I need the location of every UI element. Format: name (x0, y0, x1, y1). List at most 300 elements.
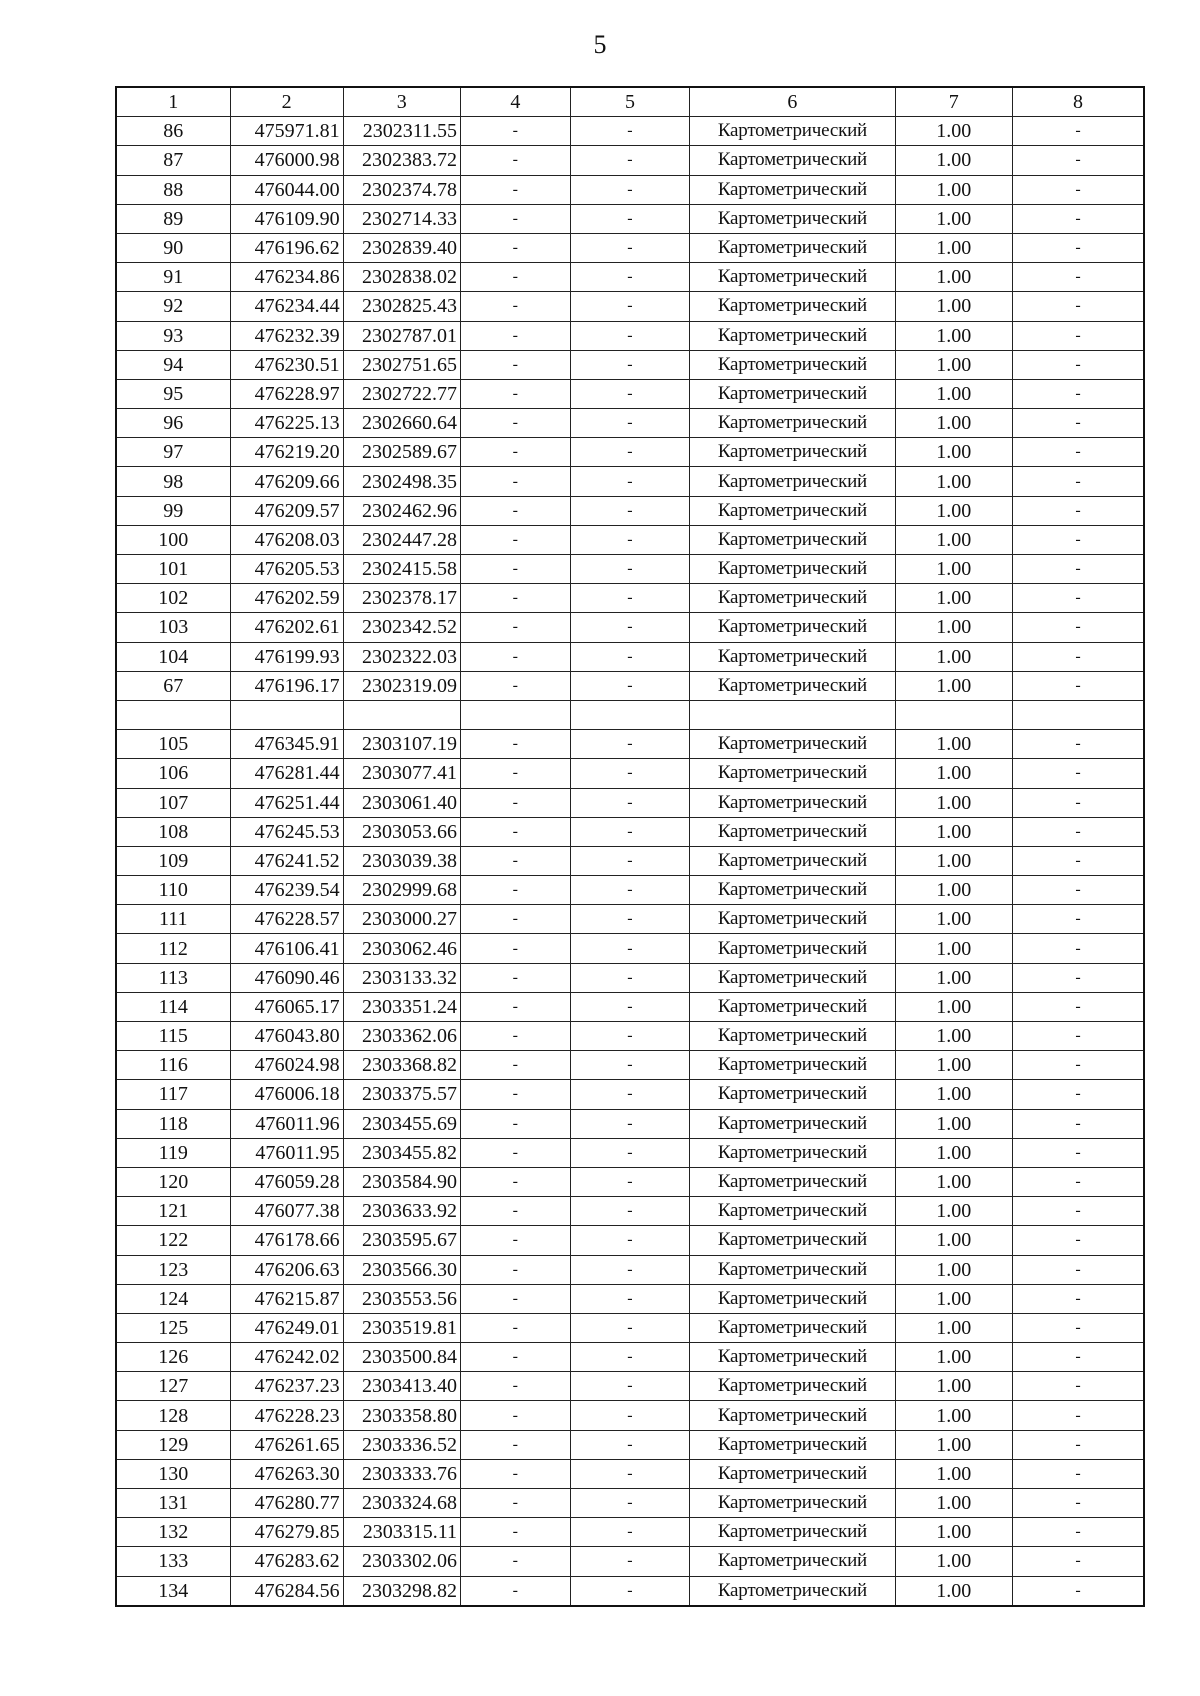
column-5-cell: - (570, 1051, 690, 1080)
accuracy-cell: 1.00 (895, 1022, 1012, 1051)
x-coordinate-cell: 476077.38 (230, 1197, 343, 1226)
x-coordinate-cell: 476196.62 (230, 233, 343, 262)
column-8-cell: - (1012, 1226, 1144, 1255)
table-body (116, 87, 1144, 1606)
column-4-cell: - (460, 905, 570, 934)
x-coordinate-cell: 476208.03 (230, 525, 343, 554)
column-4-cell: - (460, 1547, 570, 1576)
x-coordinate-cell: 476196.17 (230, 671, 343, 700)
column-8-cell (1012, 700, 1144, 729)
method-cell: Картометрический (690, 1313, 895, 1342)
column-4-cell: - (460, 117, 570, 146)
accuracy-cell: 1.00 (895, 525, 1012, 554)
column-5-cell: - (570, 117, 690, 146)
y-coordinate-cell: 2302378.17 (343, 584, 460, 613)
table-row (116, 1109, 1144, 1138)
column-5-cell: - (570, 233, 690, 262)
table-row (116, 1080, 1144, 1109)
column-5-cell: - (570, 846, 690, 875)
point-number-cell: 122 (116, 1226, 230, 1255)
y-coordinate-cell: 2303302.06 (343, 1547, 460, 1576)
accuracy-cell: 1.00 (895, 846, 1012, 875)
y-coordinate-cell: 2303324.68 (343, 1489, 460, 1518)
column-5-cell: - (570, 379, 690, 408)
column-4-cell: - (460, 876, 570, 905)
y-coordinate-cell: 2303298.82 (343, 1576, 460, 1606)
point-number-cell: 105 (116, 730, 230, 759)
accuracy-cell: 1.00 (895, 1459, 1012, 1488)
coordinates-table (115, 86, 1145, 1607)
y-coordinate-cell: 2303368.82 (343, 1051, 460, 1080)
point-number-cell: 116 (116, 1051, 230, 1080)
method-cell: Картометрический (690, 876, 895, 905)
accuracy-cell: 1.00 (895, 409, 1012, 438)
column-8-cell: - (1012, 992, 1144, 1021)
column-8-cell: - (1012, 1284, 1144, 1313)
method-cell: Картометрический (690, 204, 895, 233)
point-number-cell: 114 (116, 992, 230, 1021)
point-number-cell: 113 (116, 963, 230, 992)
point-number-cell: 104 (116, 642, 230, 671)
column-4-cell: - (460, 963, 570, 992)
column-5-cell: - (570, 1401, 690, 1430)
accuracy-cell: 1.00 (895, 671, 1012, 700)
method-cell: Картометрический (690, 1255, 895, 1284)
point-number-cell: 111 (116, 905, 230, 934)
y-coordinate-cell: 2302751.65 (343, 350, 460, 379)
column-5-cell: - (570, 1430, 690, 1459)
method-cell: Картометрический (690, 409, 895, 438)
column-8-cell: - (1012, 233, 1144, 262)
point-number-cell: 102 (116, 584, 230, 613)
method-cell: Картометрический (690, 379, 895, 408)
column-8-cell: - (1012, 292, 1144, 321)
accuracy-cell: 1.00 (895, 876, 1012, 905)
method-cell: Картометрический (690, 905, 895, 934)
column-8-cell: - (1012, 379, 1144, 408)
x-coordinate-cell: 476225.13 (230, 409, 343, 438)
table-row (116, 1197, 1144, 1226)
point-number-cell: 133 (116, 1547, 230, 1576)
table-row (116, 1343, 1144, 1372)
y-coordinate-cell: 2303519.81 (343, 1313, 460, 1342)
table-row (116, 963, 1144, 992)
x-coordinate-cell: 476006.18 (230, 1080, 343, 1109)
table-row (116, 496, 1144, 525)
column-5-cell: - (570, 409, 690, 438)
point-number-cell: 126 (116, 1343, 230, 1372)
column-5-cell: - (570, 934, 690, 963)
method-cell: Картометрический (690, 846, 895, 875)
column-8-cell: - (1012, 1401, 1144, 1430)
point-number-cell: 101 (116, 555, 230, 584)
column-8-cell: - (1012, 1051, 1144, 1080)
column-header: 2 (230, 87, 343, 117)
column-header: 5 (570, 87, 690, 117)
column-4-cell (460, 700, 570, 729)
y-coordinate-cell: 2303500.84 (343, 1343, 460, 1372)
column-8-cell: - (1012, 117, 1144, 146)
table-row (116, 525, 1144, 554)
column-5-cell: - (570, 263, 690, 292)
table-row (116, 438, 1144, 467)
y-coordinate-cell: 2302839.40 (343, 233, 460, 262)
column-4-cell: - (460, 1313, 570, 1342)
accuracy-cell: 1.00 (895, 379, 1012, 408)
column-4-cell: - (460, 1022, 570, 1051)
y-coordinate-cell: 2303413.40 (343, 1372, 460, 1401)
table-row (116, 1284, 1144, 1313)
y-coordinate-cell (343, 700, 460, 729)
column-4-cell: - (460, 730, 570, 759)
y-coordinate-cell: 2302660.64 (343, 409, 460, 438)
table-row (116, 642, 1144, 671)
x-coordinate-cell: 476237.23 (230, 1372, 343, 1401)
column-4-cell: - (460, 1459, 570, 1488)
accuracy-cell: 1.00 (895, 584, 1012, 613)
column-4-cell: - (460, 263, 570, 292)
point-number-cell: 115 (116, 1022, 230, 1051)
column-4-cell: - (460, 175, 570, 204)
method-cell: Картометрический (690, 992, 895, 1021)
method-cell: Картометрический (690, 1051, 895, 1080)
table-row (116, 146, 1144, 175)
x-coordinate-cell: 476059.28 (230, 1167, 343, 1196)
method-cell: Картометрический (690, 1226, 895, 1255)
accuracy-cell: 1.00 (895, 963, 1012, 992)
y-coordinate-cell: 2302447.28 (343, 525, 460, 554)
column-4-cell: - (460, 409, 570, 438)
column-5-cell: - (570, 146, 690, 175)
column-4-cell: - (460, 1197, 570, 1226)
column-4-cell: - (460, 292, 570, 321)
column-4-cell: - (460, 350, 570, 379)
column-4-cell: - (460, 1255, 570, 1284)
column-header: 7 (895, 87, 1012, 117)
method-cell: Картометрический (690, 584, 895, 613)
x-coordinate-cell: 476209.57 (230, 496, 343, 525)
column-4-cell: - (460, 1518, 570, 1547)
method-cell: Картометрический (690, 117, 895, 146)
table-row (116, 1401, 1144, 1430)
y-coordinate-cell: 2303039.38 (343, 846, 460, 875)
column-5-cell: - (570, 759, 690, 788)
x-coordinate-cell: 476024.98 (230, 1051, 343, 1080)
x-coordinate-cell: 476065.17 (230, 992, 343, 1021)
x-coordinate-cell: 476234.86 (230, 263, 343, 292)
accuracy-cell: 1.00 (895, 233, 1012, 262)
accuracy-cell: 1.00 (895, 1284, 1012, 1313)
table-row (116, 1167, 1144, 1196)
column-4-cell: - (460, 934, 570, 963)
point-number-cell (116, 700, 230, 729)
column-4-cell: - (460, 1576, 570, 1606)
method-cell: Картометрический (690, 146, 895, 175)
point-number-cell: 89 (116, 204, 230, 233)
accuracy-cell: 1.00 (895, 730, 1012, 759)
column-8-cell: - (1012, 1459, 1144, 1488)
column-4-cell: - (460, 321, 570, 350)
column-5-cell (570, 700, 690, 729)
column-4-cell: - (460, 1109, 570, 1138)
point-number-cell: 97 (116, 438, 230, 467)
table-row (116, 1430, 1144, 1459)
y-coordinate-cell: 2303351.24 (343, 992, 460, 1021)
point-number-cell: 128 (116, 1401, 230, 1430)
point-number-cell: 120 (116, 1167, 230, 1196)
y-coordinate-cell: 2302722.77 (343, 379, 460, 408)
column-4-cell: - (460, 1372, 570, 1401)
y-coordinate-cell: 2303595.67 (343, 1226, 460, 1255)
accuracy-cell: 1.00 (895, 1255, 1012, 1284)
method-cell: Картометрический (690, 613, 895, 642)
column-4-cell: - (460, 204, 570, 233)
method-cell (690, 700, 895, 729)
method-cell: Картометрический (690, 1284, 895, 1313)
column-5-cell: - (570, 292, 690, 321)
column-8-cell: - (1012, 467, 1144, 496)
column-8-cell: - (1012, 642, 1144, 671)
column-8-cell: - (1012, 1547, 1144, 1576)
column-5-cell: - (570, 1372, 690, 1401)
column-5-cell: - (570, 1459, 690, 1488)
column-8-cell: - (1012, 555, 1144, 584)
x-coordinate-cell: 476228.97 (230, 379, 343, 408)
y-coordinate-cell: 2302374.78 (343, 175, 460, 204)
column-5-cell: - (570, 730, 690, 759)
column-5-cell: - (570, 175, 690, 204)
column-8-cell: - (1012, 671, 1144, 700)
x-coordinate-cell: 476283.62 (230, 1547, 343, 1576)
table-row (116, 379, 1144, 408)
point-number-cell: 106 (116, 759, 230, 788)
column-5-cell: - (570, 555, 690, 584)
column-4-cell: - (460, 146, 570, 175)
column-5-cell: - (570, 876, 690, 905)
x-coordinate-cell: 476242.02 (230, 1343, 343, 1372)
table-row (116, 700, 1144, 729)
point-number-cell: 91 (116, 263, 230, 292)
point-number-cell: 110 (116, 876, 230, 905)
y-coordinate-cell: 2302787.01 (343, 321, 460, 350)
point-number-cell: 121 (116, 1197, 230, 1226)
y-coordinate-cell: 2303362.06 (343, 1022, 460, 1051)
column-header: 3 (343, 87, 460, 117)
point-number-cell: 67 (116, 671, 230, 700)
column-8-cell: - (1012, 1489, 1144, 1518)
column-8-cell: - (1012, 1313, 1144, 1342)
column-8-cell: - (1012, 204, 1144, 233)
accuracy-cell: 1.00 (895, 1489, 1012, 1518)
column-4-cell: - (460, 642, 570, 671)
x-coordinate-cell: 476345.91 (230, 730, 343, 759)
table-row (116, 1489, 1144, 1518)
table-row (116, 1459, 1144, 1488)
column-5-cell: - (570, 525, 690, 554)
method-cell: Картометрический (690, 233, 895, 262)
accuracy-cell: 1.00 (895, 788, 1012, 817)
column-8-cell: - (1012, 613, 1144, 642)
accuracy-cell: 1.00 (895, 263, 1012, 292)
column-header: 8 (1012, 87, 1144, 117)
column-8-cell: - (1012, 730, 1144, 759)
table-row (116, 584, 1144, 613)
column-5-cell: - (570, 613, 690, 642)
table-row (116, 730, 1144, 759)
accuracy-cell: 1.00 (895, 1547, 1012, 1576)
y-coordinate-cell: 2302311.55 (343, 117, 460, 146)
method-cell: Картометрический (690, 263, 895, 292)
x-coordinate-cell: 476232.39 (230, 321, 343, 350)
accuracy-cell: 1.00 (895, 992, 1012, 1021)
table-row (116, 321, 1144, 350)
point-number-cell: 92 (116, 292, 230, 321)
column-4-cell: - (460, 846, 570, 875)
column-8-cell: - (1012, 817, 1144, 846)
column-5-cell: - (570, 1284, 690, 1313)
column-5-cell: - (570, 1518, 690, 1547)
table-row (116, 1576, 1144, 1606)
y-coordinate-cell: 2303061.40 (343, 788, 460, 817)
column-8-cell: - (1012, 788, 1144, 817)
y-coordinate-cell: 2303336.52 (343, 1430, 460, 1459)
column-8-cell: - (1012, 584, 1144, 613)
table-row (116, 175, 1144, 204)
column-4-cell: - (460, 1343, 570, 1372)
point-number-cell: 117 (116, 1080, 230, 1109)
column-5-cell: - (570, 905, 690, 934)
column-5-cell: - (570, 584, 690, 613)
column-5-cell: - (570, 1167, 690, 1196)
point-number-cell: 131 (116, 1489, 230, 1518)
method-cell: Картометрический (690, 1518, 895, 1547)
column-4-cell: - (460, 1489, 570, 1518)
accuracy-cell: 1.00 (895, 1576, 1012, 1606)
method-cell: Картометрический (690, 730, 895, 759)
table-row (116, 759, 1144, 788)
table-row (116, 1547, 1144, 1576)
x-coordinate-cell: 476000.98 (230, 146, 343, 175)
column-5-cell: - (570, 1313, 690, 1342)
point-number-cell: 125 (116, 1313, 230, 1342)
column-8-cell: - (1012, 146, 1144, 175)
y-coordinate-cell: 2302838.02 (343, 263, 460, 292)
table-row (116, 117, 1144, 146)
accuracy-cell: 1.00 (895, 1051, 1012, 1080)
x-coordinate-cell: 475971.81 (230, 117, 343, 146)
point-number-cell: 86 (116, 117, 230, 146)
x-coordinate-cell: 476205.53 (230, 555, 343, 584)
point-number-cell: 108 (116, 817, 230, 846)
accuracy-cell: 1.00 (895, 817, 1012, 846)
accuracy-cell: 1.00 (895, 321, 1012, 350)
table-row (116, 876, 1144, 905)
column-8-cell: - (1012, 905, 1144, 934)
method-cell: Картометрический (690, 934, 895, 963)
column-8-cell: - (1012, 1197, 1144, 1226)
point-number-cell: 87 (116, 146, 230, 175)
column-8-cell: - (1012, 963, 1144, 992)
table-row (116, 846, 1144, 875)
table-row (116, 905, 1144, 934)
x-coordinate-cell: 476241.52 (230, 846, 343, 875)
accuracy-cell: 1.00 (895, 467, 1012, 496)
accuracy-cell: 1.00 (895, 759, 1012, 788)
y-coordinate-cell: 2302999.68 (343, 876, 460, 905)
point-number-cell: 94 (116, 350, 230, 379)
x-coordinate-cell: 476219.20 (230, 438, 343, 467)
point-number-cell: 129 (116, 1430, 230, 1459)
table-row (116, 233, 1144, 262)
point-number-cell: 99 (116, 496, 230, 525)
accuracy-cell: 1.00 (895, 1313, 1012, 1342)
method-cell: Картометрический (690, 963, 895, 992)
table-row (116, 1518, 1144, 1547)
x-coordinate-cell: 476109.90 (230, 204, 343, 233)
method-cell: Картометрический (690, 1430, 895, 1459)
column-8-cell: - (1012, 846, 1144, 875)
x-coordinate-cell: 476228.23 (230, 1401, 343, 1430)
y-coordinate-cell: 2303553.56 (343, 1284, 460, 1313)
method-cell: Картометрический (690, 496, 895, 525)
table-row (116, 934, 1144, 963)
column-5-cell: - (570, 1080, 690, 1109)
column-4-cell: - (460, 584, 570, 613)
table-row (116, 292, 1144, 321)
column-5-cell: - (570, 671, 690, 700)
y-coordinate-cell: 2303358.80 (343, 1401, 460, 1430)
column-5-cell: - (570, 1255, 690, 1284)
method-cell: Картометрический (690, 1022, 895, 1051)
x-coordinate-cell: 476011.95 (230, 1138, 343, 1167)
column-5-cell: - (570, 1109, 690, 1138)
column-5-cell: - (570, 1226, 690, 1255)
method-cell: Картометрический (690, 1109, 895, 1138)
column-5-cell: - (570, 321, 690, 350)
column-8-cell: - (1012, 1109, 1144, 1138)
x-coordinate-cell (230, 700, 343, 729)
method-cell: Картометрический (690, 350, 895, 379)
method-cell: Картометрический (690, 555, 895, 584)
column-5-cell: - (570, 467, 690, 496)
column-5-cell: - (570, 963, 690, 992)
point-number-cell: 95 (116, 379, 230, 408)
x-coordinate-cell: 476106.41 (230, 934, 343, 963)
column-8-cell: - (1012, 525, 1144, 554)
column-8-cell: - (1012, 175, 1144, 204)
point-number-cell: 98 (116, 467, 230, 496)
column-header: 1 (116, 87, 230, 117)
accuracy-cell: 1.00 (895, 146, 1012, 175)
y-coordinate-cell: 2302714.33 (343, 204, 460, 233)
column-8-cell: - (1012, 350, 1144, 379)
table-row (116, 467, 1144, 496)
column-8-cell: - (1012, 1167, 1144, 1196)
column-4-cell: - (460, 759, 570, 788)
column-4-cell: - (460, 671, 570, 700)
column-4-cell: - (460, 1284, 570, 1313)
accuracy-cell (895, 700, 1012, 729)
method-cell: Картометрический (690, 1343, 895, 1372)
table-row (116, 409, 1144, 438)
point-number-cell: 134 (116, 1576, 230, 1606)
point-number-cell: 100 (116, 525, 230, 554)
column-5-cell: - (570, 1343, 690, 1372)
column-4-cell: - (460, 1167, 570, 1196)
accuracy-cell: 1.00 (895, 934, 1012, 963)
y-coordinate-cell: 2302825.43 (343, 292, 460, 321)
x-coordinate-cell: 476044.00 (230, 175, 343, 204)
